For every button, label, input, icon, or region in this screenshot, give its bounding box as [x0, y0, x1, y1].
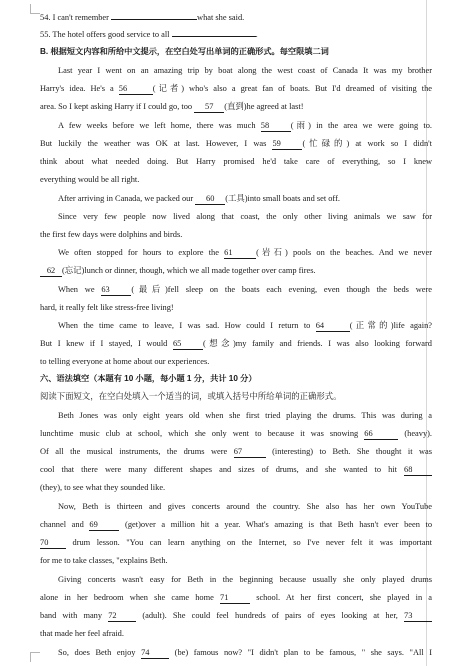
passage-c-line: that made her feel afraid.: [40, 629, 124, 638]
passage-b-line: 62 (忘记)lunch or dinner, though, which we all made together over camp fires.: [40, 264, 432, 277]
answer-blank-74[interactable]: 74: [141, 647, 169, 659]
answer-blank-56[interactable]: 56: [119, 83, 153, 95]
passage-b-line: When we 63 (最后)fell sleep on the boats each evening, even though the beds were: [58, 285, 432, 294]
passage-c-line: (they), to see what they sounded like.: [40, 483, 166, 492]
passage-b-line: We often stopped for hours to explore the 61 (岩石) pools on the beaches. And we never: [58, 248, 432, 257]
passage-b-line: Harry's idea. He's a 56 (记者) who's also a great fan of boats. But I'd dreamed of visiting the: [40, 84, 432, 93]
passage-b-line: When the time came to leave, I was sad. How could I return to 64 (正常的)life again?: [58, 321, 432, 330]
question-54: 54. I can't remember what she said.: [40, 13, 245, 22]
answer-blank-72[interactable]: 72: [108, 610, 136, 622]
answer-blank-60[interactable]: 60: [195, 193, 225, 205]
corner-mark: [30, 4, 40, 14]
passage-b-line: But luckily the weather was OK at last. However, I was 59 (忙碌的) at work so I didn't: [40, 139, 432, 148]
passage-c-line: alone in her bedroom when she came home 71 school. At her first concert, she played in a: [40, 593, 432, 602]
passage-c-line: cool that there were many different shapes and sizes of drums, and she wanted to hit 68: [40, 463, 432, 476]
passage-b-line: A few weeks before we left home, there was much 58 (雨) in the area we were going to.: [58, 121, 432, 130]
passage-c-line: 70 drum lesson. "You can learn anything on the Internet, so I've never felt it was important: [40, 538, 432, 547]
answer-blank-59[interactable]: 59: [272, 138, 302, 150]
answer-blank[interactable]: [172, 36, 256, 37]
passage-c-line: band with many 72 (adult). She could feel hundreds of pairs of eyes looking at her, 73: [40, 609, 432, 622]
passage-c-line: for me to take classes, "explains Beth.: [40, 556, 168, 565]
answer-blank-57[interactable]: 57: [194, 101, 224, 113]
passage-b-line: Last year I went on an amazing trip by boat along the west coast of Canada It was my brother: [58, 66, 432, 75]
passage-c-line: Beth Jones was only eight years old when she first tried playing the drums. This was during a: [58, 411, 432, 420]
answer-blank-66[interactable]: 66: [364, 428, 398, 440]
passage-c-line: channel and 69 (get)over a million hit a year. What's amazing is that Beth hasn't ever been to: [40, 520, 432, 529]
passage-b-line: the first few days were dolphins and birds.: [40, 230, 183, 239]
passage-c-line: So, does Beth enjoy 74 (be) famous now? "I didn't plan to be famous, " she says. "All I: [58, 648, 432, 657]
answer-blank-62[interactable]: 62: [40, 265, 62, 277]
passage-b-line: think about what needed doing. But Harry promised he'd take care of everything, so I knew: [40, 157, 432, 166]
answer-blank-67[interactable]: 67: [234, 446, 266, 458]
section-b-title: B. 根据短文内容和所给中文提示，在空白处写出单词的正确形式。每空限填二词: [40, 47, 329, 56]
answer-blank[interactable]: [111, 19, 197, 20]
answer-blank-65[interactable]: 65: [173, 338, 203, 350]
answer-blank-69[interactable]: 69: [89, 519, 119, 531]
passage-b-line: area. So I kept asking Harry if I could go, too 57 (直到)he agreed at last!: [40, 102, 304, 111]
passage-b-line: to telling everyone at home about our experiences.: [40, 357, 210, 366]
answer-blank-70[interactable]: 70: [40, 537, 66, 549]
passage-c-line: Giving concerts wasn't easy for Beth in the beginning because usually she only played drums: [58, 575, 432, 584]
passage-b-line: Since very few people now lived along that coast, the only other living animals we saw for: [58, 212, 432, 221]
passage-c-line: lunchtime music club at school, which she only went to because it was snowing 66 (heavy).: [40, 429, 432, 438]
answer-blank-58[interactable]: 58: [261, 120, 291, 132]
answer-blank-64[interactable]: 64: [316, 320, 350, 332]
passage-b-line: hard, it really felt like stress-free living!: [40, 303, 174, 312]
passage-c-line: Of all the musical instruments, the drums were 67 (interesting) to Beth. She thought it was: [40, 447, 432, 456]
corner-mark: [30, 652, 40, 662]
passage-b-line: After arriving in Canada, we packed our 60 (工具)into small boats and set off.: [58, 194, 340, 203]
answer-blank-73[interactable]: 73: [404, 610, 432, 622]
section-c-instructions: 阅读下面短文，在空白处填入一个适当的词，或填入括号中所给单词的正确形式。: [40, 392, 342, 401]
passage-c-line: Now, Beth is thirteen and gives concerts around the country. She also has her own YouTube: [58, 502, 432, 511]
answer-blank-63[interactable]: 63: [101, 284, 131, 296]
question-55: 55. The hotel offers good service to all .: [40, 30, 258, 39]
section-c-title: 六、语法填空（本题有 10 小题，每小题 1 分，共计 10 分）: [40, 374, 257, 383]
answer-blank-61[interactable]: 61: [224, 247, 256, 259]
answer-blank-71[interactable]: 71: [220, 592, 250, 604]
passage-b-line: everything would be all right.: [40, 175, 140, 184]
passage-b-line: But I knew if I stayed, I would 65 (想念)my family and friends. I was also looking forward: [40, 339, 432, 348]
answer-blank-68[interactable]: 68: [404, 464, 432, 476]
